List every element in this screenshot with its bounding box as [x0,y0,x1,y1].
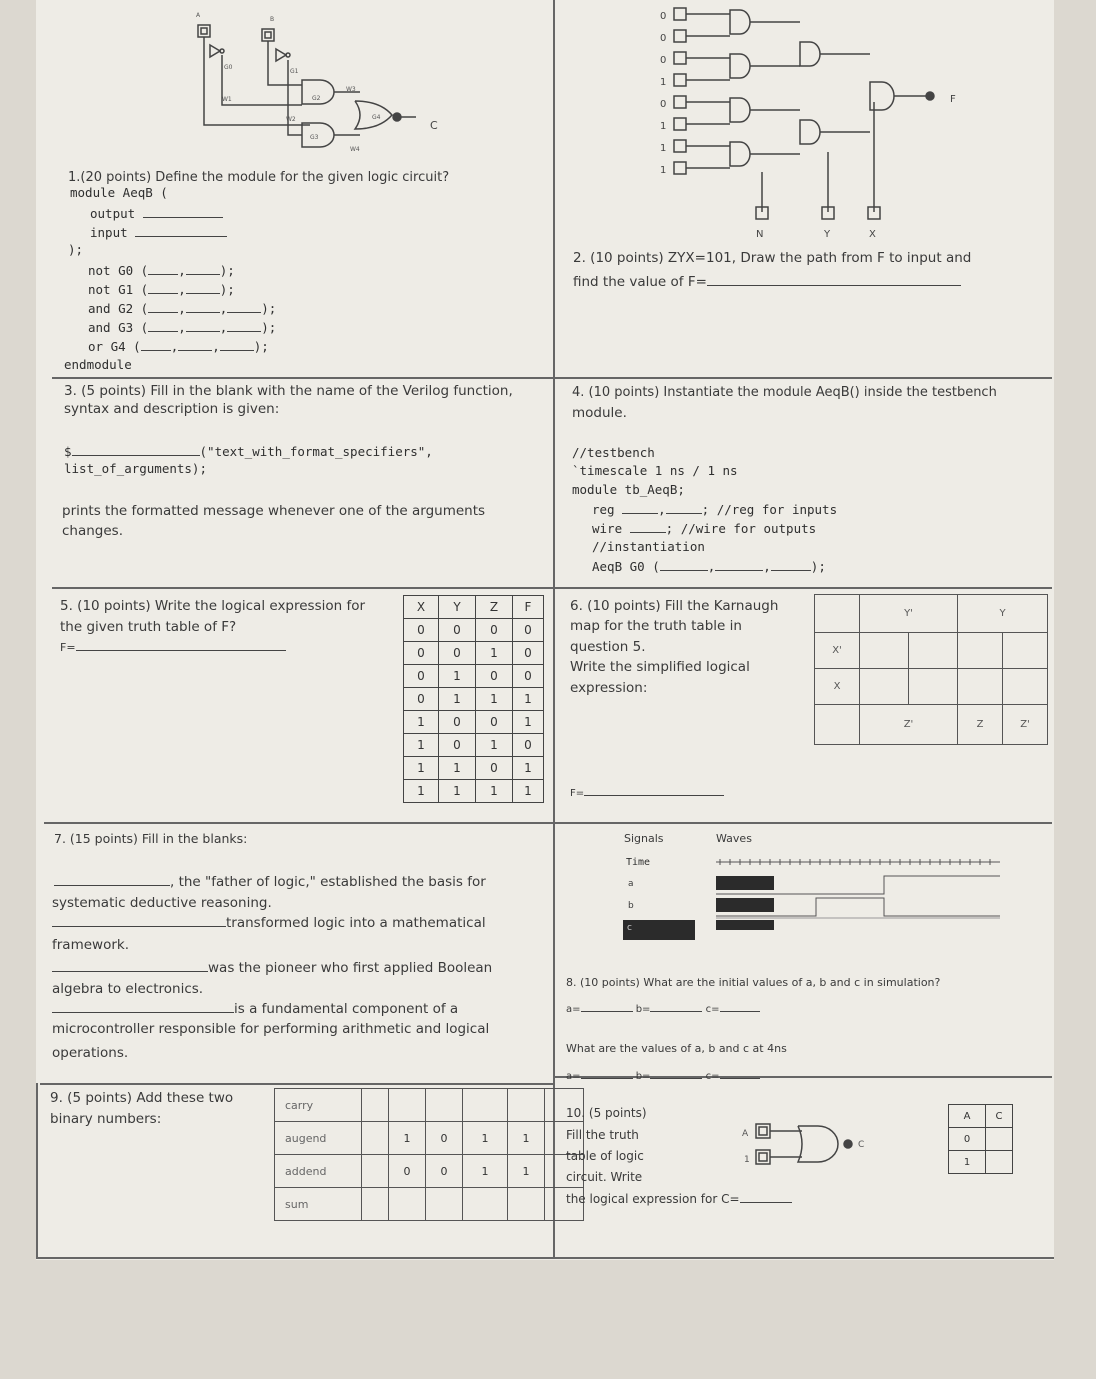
table-row [404,734,544,757]
w4-label: W4 [350,146,360,153]
q8-answers-4ns: a= b= c= [566,1066,760,1082]
km-corner [815,705,860,745]
q8-signal-time: Time [626,857,651,868]
output-c-label: C [430,119,438,132]
tt-cell: 1 [476,780,513,803]
digit-cell[interactable] [426,1188,463,1221]
tt-cell: 1 [404,780,439,803]
table-row [404,711,544,734]
q5-header: 5. (10 points) Write the logical expression for [60,598,366,614]
tt-cell: 0 [513,642,544,665]
q4-code-wire: wire ; //wire for outputs [592,521,817,536]
q8-waves-header: Waves [716,832,752,845]
tt-cell: 0 [513,665,544,688]
tt-cell: 1 [513,711,544,734]
q3-desc2: changes. [62,523,124,539]
q6-line5: expression: [570,680,648,696]
q6-line3: question 5. [570,639,646,655]
border-left [36,1083,38,1259]
q6-f-label: F= [570,783,724,799]
digit-cell: 1 [463,1122,508,1155]
q10-input-b-label: 1 [744,1155,750,1165]
q3-code-line1: $ ("text_with_format_specifiers", [64,444,433,459]
row-divider [40,1083,554,1085]
select-x-label: X [869,229,876,240]
digit-cell [362,1122,389,1155]
q4-code-c2: `timescale 1 ns / 1 ns [572,463,738,478]
q5-truth-table [403,595,544,803]
km-y-prime: Y' [860,595,958,633]
q10-truth-table [948,1104,1013,1174]
q7-s4a: is a fundamental component of a [52,1000,458,1017]
tt-cell: 1 [404,734,439,757]
tt-header-y: Y [439,596,476,619]
km-z-prime-1: Z' [860,705,958,745]
table-row [404,780,544,803]
q4-header: 4. (10 points) Instantiate the module AeqB() inside the testbench [572,385,997,400]
tt-cell: 1 [476,642,513,665]
digit-cell: 0 [426,1122,463,1155]
q10-line5: the logical expression for C= [566,1190,792,1206]
q1-input-kw: input [90,224,227,240]
digit-cell: 1 [463,1155,508,1188]
q10-line3: table of logic [566,1149,644,1163]
q9-line1: 9. (5 points) Add these two [50,1090,234,1106]
tt-cell: 0 [404,619,439,642]
tt-cell: 0 [513,619,544,642]
q8-signal-c-label: c [627,923,632,933]
table-row [949,1151,1013,1174]
tt-cell: 0 [404,665,439,688]
digit-cell[interactable] [463,1188,508,1221]
q1-or-g4: or G4 ( , , ); [88,339,269,354]
column-divider [553,0,555,1258]
km-cell[interactable] [860,669,909,705]
tt-cell[interactable] [986,1151,1013,1174]
g3-label: G3 [310,134,319,141]
tt-cell: 1 [404,711,439,734]
table-row [275,1155,584,1188]
digit-cell[interactable] [389,1188,426,1221]
q1-output-kw: output [90,205,223,221]
q8-signal-c-selected[interactable] [623,920,695,940]
select-z-label: N [756,229,764,240]
km-cell[interactable] [909,669,958,705]
row-label-sum: sum [275,1188,362,1221]
digit-cell[interactable] [362,1188,389,1221]
w2-label: W2 [286,116,296,123]
q7-s3b: algebra to electronics. [52,981,204,997]
q10-input-a-label: A [742,1129,749,1139]
row-label-carry: carry [275,1089,362,1122]
q6-line1: 6. (10 points) Fill the Karnaugh [570,598,779,614]
q7-s3a: was the pioneer who first applied Boolean [52,959,492,976]
km-y: Y [958,595,1048,633]
tt-cell: 1 [513,688,544,711]
q1-not-g0: not G0 ( , ); [88,263,235,278]
km-cell[interactable] [909,633,958,669]
tt-cell: 1 [439,780,476,803]
tt-cell: 0 [439,642,476,665]
row-label-augend: augend [275,1122,362,1155]
table-row [275,1122,584,1155]
table-row [275,1089,584,1122]
mux-input-7: 1 [660,165,667,176]
km-cell[interactable] [1003,669,1048,705]
q1-not-g1: not G1 ( , ); [88,282,235,297]
q8-answers-initial: a= b= c= [566,999,760,1015]
q7-s4b: microcontroller responsible for performing arithmetic and logical [52,1021,490,1037]
q2-mux-circuit [660,2,980,242]
tt-cell: 1 [439,757,476,780]
tt-cell: 1 [404,757,439,780]
km-z-prime-2: Z' [1003,705,1048,745]
row-divider [36,1257,1054,1259]
mux-input-4: 0 [660,99,667,110]
tt-cell: 1 [476,734,513,757]
tt-cell: 0 [476,757,513,780]
tt-cell: 0 [949,1128,986,1151]
q8-question2: What are the values of a, b and c at 4ns [566,1042,787,1055]
mux-input-3: 1 [660,77,667,88]
q4-code-reg: reg , ; //reg for inputs [592,502,838,517]
q1-header: 1.(20 points) Define the module for the given logic circuit? [68,170,450,185]
km-z: Z [958,705,1003,745]
g4-label: G4 [372,114,381,121]
g2-label: G2 [312,95,321,102]
q5-f-label: F= [60,638,286,654]
q9-binary-addition-table [274,1088,584,1221]
q1-close-paren: ); [68,242,84,257]
row-divider [52,587,1052,589]
mux-input-2: 0 [660,55,667,66]
q8-signal-b: b [628,901,634,911]
g0-label: G0 [224,64,233,71]
tt-header-x: X [404,596,439,619]
g1-label: G1 [290,68,299,75]
table-row [404,665,544,688]
q3-line2: syntax and description is given: [64,401,280,417]
tt-cell: 1 [513,757,544,780]
digit-cell[interactable] [389,1089,426,1122]
tt-cell: 1 [949,1151,986,1174]
tt-cell: 1 [513,780,544,803]
q10-output-c-label: C [858,1140,865,1150]
digit-cell: 1 [508,1155,545,1188]
q10-line1: 10. (5 points) [566,1106,647,1120]
tt-cell: 1 [476,688,513,711]
tt-header-z: Z [476,596,513,619]
row-divider [44,822,1052,824]
q8-signals-header: Signals [624,832,664,845]
q5-line2: the given truth table of F? [60,619,237,635]
q4-line2: module. [572,405,627,421]
q10-line2: Fill the truth [566,1128,639,1142]
digit-cell[interactable] [463,1089,508,1122]
q9-line2: binary numbers: [50,1111,162,1127]
table-row [275,1188,584,1221]
tt-cell: 1 [439,688,476,711]
km-cell[interactable] [958,669,1003,705]
tt-cell: 0 [404,688,439,711]
q7-s4c: operations. [52,1045,129,1061]
tt-cell: 0 [439,711,476,734]
tt-cell: 0 [476,711,513,734]
q8-waveform [716,854,1006,934]
tt-cell: 0 [513,734,544,757]
q7-s2b: framework. [52,937,129,953]
row-label-addend: addend [275,1155,362,1188]
digit-cell: 1 [508,1122,545,1155]
q10-circuit [740,1120,920,1180]
q4-code-c7: AeqB G0 ( , , ); [592,559,826,574]
digit-cell[interactable] [508,1089,545,1122]
q10-line4: circuit. Write [566,1170,643,1184]
q3-code-line2: list_of_arguments); [64,461,207,476]
q6-karnaugh-map [814,594,1048,745]
q4-code-c1: //testbench [572,445,655,460]
q6-line4: Write the simplified logical [570,659,750,675]
q7-s1b: systematic deductive reasoning. [52,895,272,911]
digit-cell: 1 [389,1122,426,1155]
q8-signal-a: a [628,879,634,889]
table-row [404,688,544,711]
digit-cell[interactable] [426,1089,463,1122]
digit-cell: 0 [389,1155,426,1188]
input-b-label: B [270,16,275,23]
digit-cell[interactable] [508,1188,545,1221]
q7-s1a: , the "father of logic," established the basis for [54,873,486,890]
select-y-label: Y [824,229,831,240]
tt-cell: 1 [439,665,476,688]
w1-label: W1 [222,96,232,103]
tt-cell: 0 [404,642,439,665]
q1-circuit [190,5,510,165]
tt-cell: 0 [476,619,513,642]
km-x-prime: X' [815,633,860,669]
km-cell[interactable] [860,633,909,669]
q1-and-g2: and G2 ( , , ); [88,301,277,316]
q7-s2a: transformed logic into a mathematical [52,914,486,931]
digit-cell [362,1155,389,1188]
q2-header: 2. (10 points) ZYX=101, Draw the path from F to input and [573,250,972,266]
tt-header-f: F [513,596,544,619]
mux-input-5: 1 [660,121,667,132]
q7-header: 7. (15 points) Fill in the blanks: [54,831,248,846]
km-cell[interactable] [958,633,1003,669]
tt-cell[interactable] [986,1128,1013,1151]
w3-label: W3 [346,86,356,93]
mux-out-label: F [950,94,956,105]
digit-cell: 0 [426,1155,463,1188]
q4-code-c3: module tb_AeqB; [572,482,685,497]
q3-desc1: prints the formatted message whenever one of the arguments [62,503,486,519]
km-cell[interactable] [1003,633,1048,669]
q3-header: 3. (5 points) Fill in the blank with the name of the Verilog function, [64,383,513,399]
mux-input-6: 1 [660,143,667,154]
mux-input-0: 0 [660,11,667,22]
q1-module-line: module AeqB ( [70,185,168,200]
tt-cell: 0 [439,734,476,757]
table-row [404,757,544,780]
table-row [404,619,544,642]
km-corner [815,595,860,633]
q4-code-c6: //instantiation [592,539,705,554]
tt-cell: 0 [439,619,476,642]
mux-input-1: 0 [660,33,667,44]
q1-and-g3: and G3 ( , , ); [88,320,277,335]
digit-cell[interactable] [362,1089,389,1122]
tt-cell: 0 [476,665,513,688]
q8-question1: 8. (10 points) What are the initial values of a, b and c in simulation? [566,976,941,989]
km-x: X [815,669,860,705]
input-a-label: A [196,12,201,19]
q2-line2: find the value of F= [573,273,961,290]
q10-header-a: A [949,1105,986,1128]
table-row [949,1128,1013,1151]
row-divider [52,377,1052,379]
q6-line2: map for the truth table in [570,618,742,634]
q10-header-c: C [986,1105,1013,1128]
table-row [404,642,544,665]
q1-endmodule: endmodule [64,357,132,372]
